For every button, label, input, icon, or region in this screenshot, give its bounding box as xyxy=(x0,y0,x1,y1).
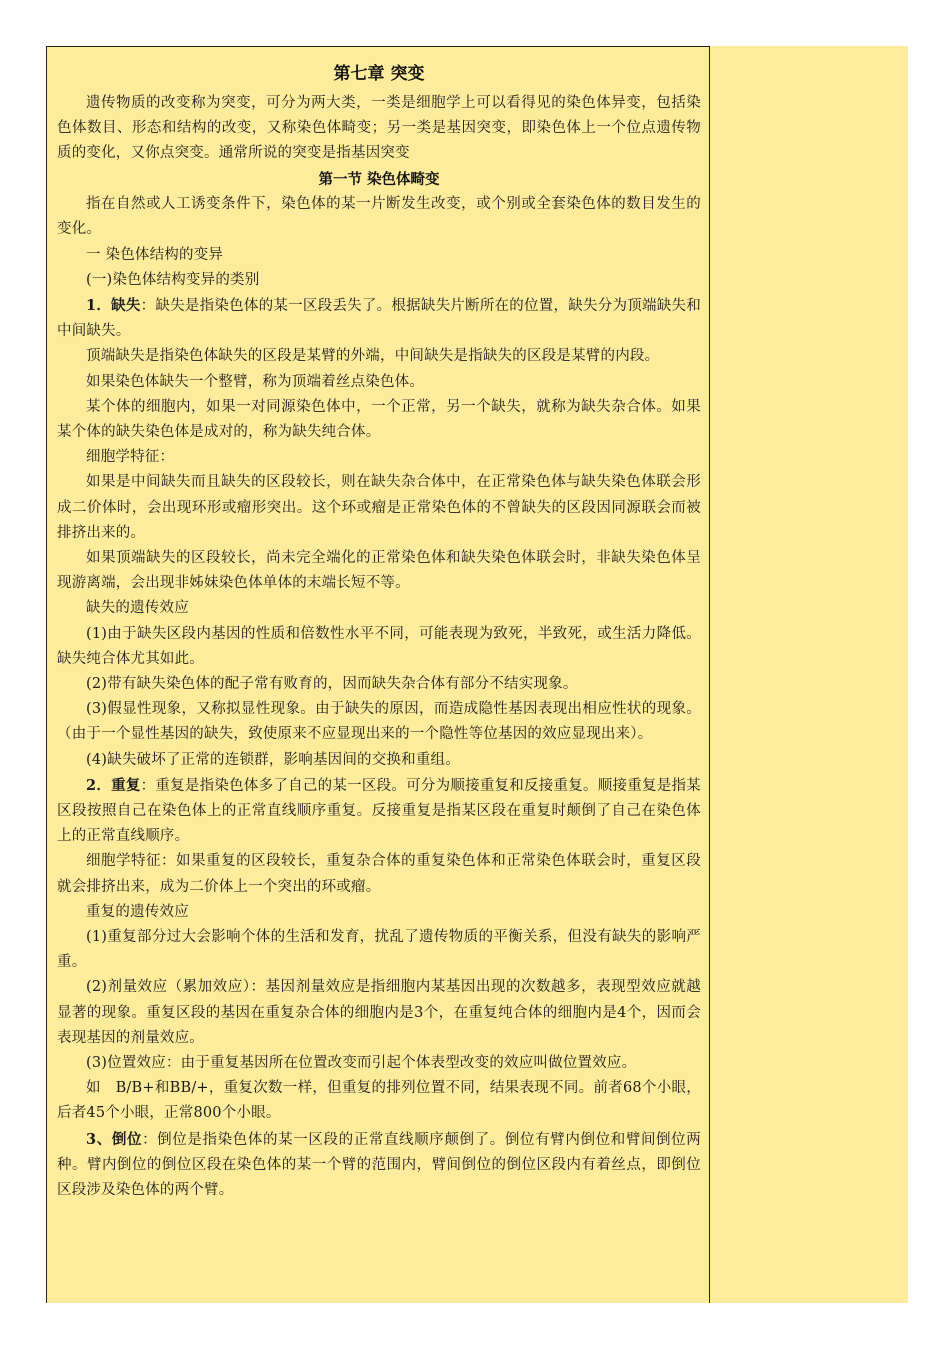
paragraph-inversion xyxy=(57,1127,701,1204)
inversion-text: ：倒位是指染色体的某一区段的正常直线顺序颠倒了。倒位有臂内倒位和臂间倒位两种。臂内倒位的倒位区段在染色体的某一个臂的范围内，臂间倒位的倒位区段内有着丝点，即倒位区段涉及染色体的两个臂。 xyxy=(57,1131,701,1199)
paragraph-duplication-cytology: 细胞学特征：如果重复的区段较长，重复杂合体的重复染色体和正常染色体联会时，重复区段就会排挤出来，成为二价体上一个突出的环或瘤。 xyxy=(57,853,701,895)
paragraph-effect-2: (2)带有缺失染色体的配子常有败育的，因而缺失杂合体有部分不结实现象。 xyxy=(86,675,578,692)
duplication-text: ：重复是指染色体多了自己的某一区段。可分为顺接重复和反接重复。顺接重复是指某区段按照自己在染色体上的正常直线顺序重复。反接重复是指某区段在重复时颠倒了自己在染色体上的正常直线顺序。 xyxy=(57,777,701,845)
document-page xyxy=(46,46,908,1303)
duplication-label: 2．重复 xyxy=(86,776,141,794)
paragraph-effect-4: (4)缺失破坏了正常的连锁群，影响基因间的交换和重组。 xyxy=(86,751,460,768)
heading-structural-variation: 一 染色体结构的变异 xyxy=(86,246,224,263)
section-title: 第一节 染色体畸变 xyxy=(318,170,440,188)
paragraph-effect-1: (1)由于缺失区段内基因的性质和倍数性水平不同，可能表现为致死，半致死，或生活力降低。缺失纯合体尤其如此。 xyxy=(57,625,701,667)
heading-duplication-effects: 重复的遗传效应 xyxy=(86,903,189,920)
intro-paragraph: 遗传物质的改变称为突变，可分为两大类，一类是细胞学上可以看得见的染色体异变，包括染色体数目、形态和结构的改变，又称染色体畸变；另一类是基因突变，即染色体上一个位点遗传物质的变化，又你点突变。通常所说的突变是指基因突变 xyxy=(57,95,701,162)
paragraph-dup-effect-2: (2)剂量效应（累加效应）：基因剂量效应是指细胞内某基因出现的次数越多，表现型效应就越显著的现象。重复区段的基因在重复杂合体的细胞内是3个，在重复纯合体的细胞内是4个，因而会表现基因的剂量效应。 xyxy=(57,979,701,1046)
side-column xyxy=(710,46,908,1303)
paragraph-deletion-types: 顶端缺失是指染色体缺失的区段是某臂的外端，中间缺失是指缺失的区段是某臂的内段。 xyxy=(86,348,660,365)
heading-cytology: 细胞学特征： xyxy=(86,449,175,466)
deletion-label: 1．缺失 xyxy=(86,296,141,314)
content-column xyxy=(46,46,710,1303)
paragraph-bar-example: 如 B/B+和BB/+，重复次数一样，但重复的排列位置不同，结果表现不同。前者68个小眼，后者45个小眼，正常800个小眼。 xyxy=(57,1080,701,1122)
paragraph-duplication xyxy=(57,773,701,850)
heading-variation-types: (一)染色体结构变异的类别 xyxy=(86,271,260,288)
paragraph-effect-3: (3)假显性现象，又称拟显性现象。由于缺失的原因，而造成隐性基因表现出相应性状的现象。（由于一个显性基因的缺失，致使原来不应显现出来的一个隐性等位基因的效应显现出来）。 xyxy=(57,701,701,743)
inversion-label: 3、倒位 xyxy=(86,1130,143,1148)
heading-deletion-effects: 缺失的遗传效应 xyxy=(86,600,189,617)
paragraph-heterozygote: 某个体的细胞内，如果一对同源染色体中，一个正常，另一个缺失，就称为缺失杂合体。如果某个体的缺失染色体是成对的，称为缺失纯合体。 xyxy=(57,398,701,440)
paragraph-interstitial: 如果是中间缺失而且缺失的区段较长，则在缺失杂合体中，在正常染色体与缺失染色体联会形成二价体时，会出现环形或瘤形突出。这个环或瘤是正常染色体的不曾缺失的区段因同源联会而被排挤出来的。 xyxy=(57,474,701,541)
paragraph-telocentric: 如果染色体缺失一个整臂，称为顶端着丝点染色体。 xyxy=(86,373,425,390)
paragraph-deletion xyxy=(57,293,701,344)
paragraph-dup-effect-3: (3)位置效应：由于重复基因所在位置改变而引起个体表型改变的效应叫做位置效应。 xyxy=(86,1055,637,1072)
chapter-title: 第七章 突变 xyxy=(333,64,425,84)
paragraph-definition: 指在自然或人工诱变条件下，染色体的某一片断发生改变，或个别或全套染色体的数目发生的变化。 xyxy=(57,196,701,238)
paragraph-terminal: 如果顶端缺失的区段较长，尚未完全端化的正常染色体和缺失染色体联会时，非缺失染色体呈现游离端，会出现非姊妹染色体单体的末端长短不等。 xyxy=(57,549,701,592)
deletion-text: ：缺失是指染色体的某一区段丢失了。根据缺失片断所在的位置，缺失分为顶端缺失和中间缺失。 xyxy=(57,297,701,340)
paragraph-dup-effect-1: (1)重复部分过大会影响个体的生活和发育，扰乱了遗传物质的平衡关系，但没有缺失的影响严重。 xyxy=(57,929,701,971)
